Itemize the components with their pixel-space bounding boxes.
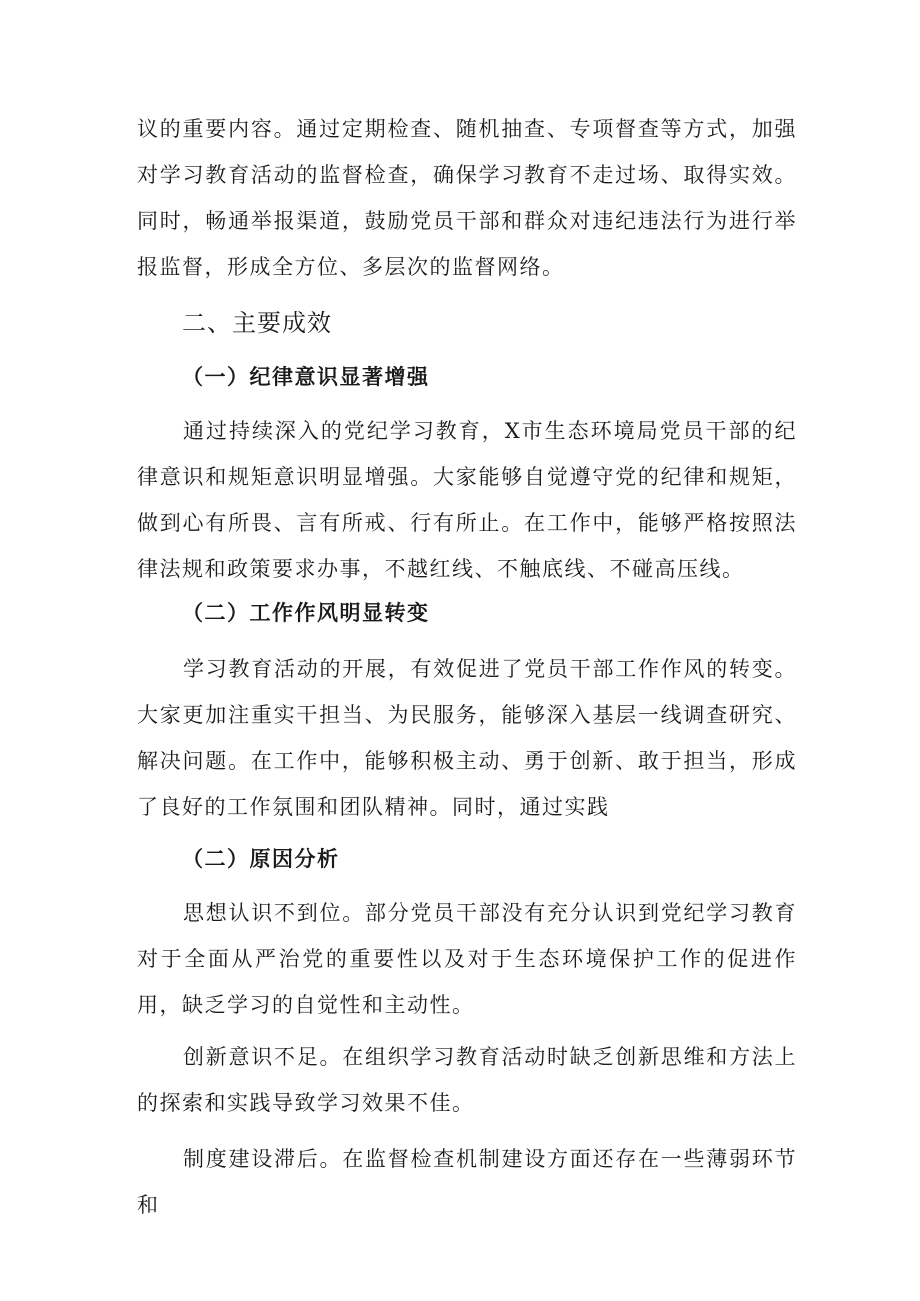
subheading-discipline-awareness: （一）纪律意识显著增强	[182, 364, 430, 389]
paragraph-supervision: 议的重要内容。通过定期检查、随机抽查、专项督查等方式，加强对学习教育活动的监督检查，确保学习教育不走过场、取得实效。同时，畅通举报渠道，鼓励党员干部和群众对违纪违法行为进行举报监督，形成全方位、多层次的监督网络。	[137, 117, 797, 279]
paragraph-awareness-issue: 思想认识不到位。部分党员干部没有充分认识到党纪学习教育对于全面从严治党的重要性以及对于生态环境保护工作的促进作用，缺乏学习的自觉性和主动性。	[137, 901, 797, 1017]
paragraph-work-style: 学习教育活动的开展，有效促进了党员干部工作作风的转变。大家更加注重实干担当、为民服务，能够深入基层一线调查研究、解决问题。在工作中，能够积极主动、勇于创新、敢于担当，形成了良好的工作氛围和团队精神。同时，通过实践	[137, 657, 797, 819]
subheading-work-style: （二）工作作风明显转变	[182, 600, 430, 625]
section-heading-main-results: 二、主要成效	[182, 309, 332, 337]
paragraph-system-issue: 制度建设滞后。在监督检查机制建设方面还存在一些薄弱环节和	[137, 1147, 797, 1217]
paragraph-discipline-awareness: 通过持续深入的党纪学习教育，X市生态环境局党员干部的纪律意识和规矩意识明显增强。大家能够自觉遵守党的纪律和规矩，做到心有所畏、言有所戒、行有所止。在工作中，能够严格按照法律法规和政策要求办事，不越红线、不触底线、不碰高压线。	[137, 419, 797, 581]
subheading-cause-analysis: （二）原因分析	[182, 846, 340, 871]
paragraph-innovation-issue: 创新意识不足。在组织学习教育活动时缺乏创新思维和方法上的探索和实践导致学习效果不佳。	[137, 1045, 797, 1115]
